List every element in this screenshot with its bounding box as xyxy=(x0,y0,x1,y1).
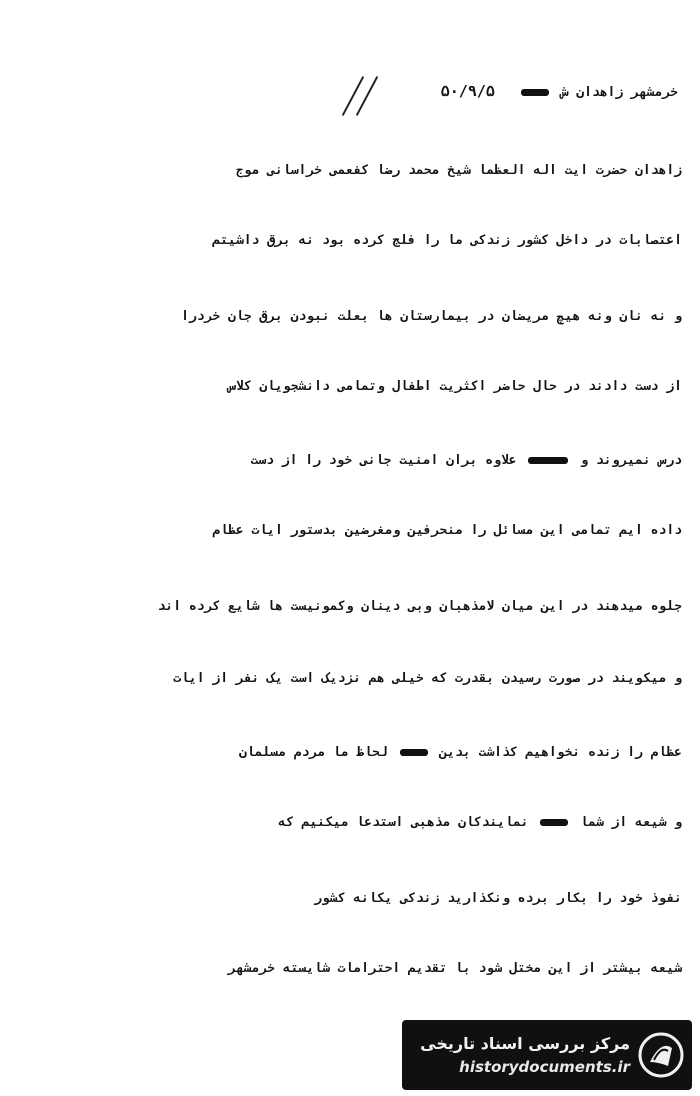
body-line-4: از دست دادند در حال حاضر اکثریت اطفال وتمامی دانشجویان کلاس xyxy=(228,379,682,394)
body-line-12: شیعه بیشتر از این مختل شود با تقدیم احترامات شایسته خرمشهر xyxy=(228,961,682,976)
body-line-6: داده ایم تمامی این مسائل را منحرفین ومغرضین بدستور ایات عظام xyxy=(212,523,682,538)
redaction-mark xyxy=(400,749,428,756)
body-line-5-start: درس نمیروند و xyxy=(580,453,682,468)
archive-watermark xyxy=(402,1020,692,1090)
body-line-7: جلوه میدهند در این میان لامذهبان وبی دینان وکمونیست ها شایع کرده اند xyxy=(157,599,682,614)
body-line-8: و میکویند در صورت رسیدن بقدرت که خیلی هم نزدیک است یک نفر از ایات xyxy=(173,671,682,686)
body-line-10-start: و شیعه از شما xyxy=(580,815,682,830)
body-line-3: و نه نان ونه هیچ مریضان در بیمارستان ها بعلت نبودن برق جان خردرا xyxy=(181,309,682,324)
redaction-mark xyxy=(528,457,568,464)
watermark-texts xyxy=(420,1032,632,1078)
body-line-9 xyxy=(18,744,682,762)
body-line-5 xyxy=(18,452,682,470)
body-line-5-end: علاوه بران امنیت جانی خود را از دست xyxy=(250,453,517,468)
body-line-1: زاهدان حضرت ایت اله العظما شیخ محمد رضا کفعمی خراسانی موج xyxy=(235,163,682,178)
body-line-9-start: عظام را زنده نخواهیم کذاشت بدین xyxy=(439,745,682,760)
body-line-2: اعتصابات در داخل کشور زندکی ما را فلج کرده بود نه برق داشیتم xyxy=(212,233,682,248)
body-line-10-end: نمایندکان مذهبی استدعا میکنیم که xyxy=(278,815,529,830)
header-line xyxy=(18,82,678,102)
body-line-9-end: لحاظ ما مردم مسلمان xyxy=(238,745,388,760)
archive-website: historydocuments.ir xyxy=(459,1058,630,1076)
archive-name: مرکز بررسی اسناد تاریخی xyxy=(420,1034,630,1053)
body-line-11: نفوذ خود را بکار برده ونکذارید زندکی یکانه کشور xyxy=(314,891,682,906)
archive-logo-icon xyxy=(638,1032,684,1078)
body-line-10 xyxy=(18,814,682,832)
redaction-mark xyxy=(521,89,549,96)
header-date: ۵۰/۹/۵ xyxy=(440,82,495,100)
header-place: خرمشهر زاهدان ش xyxy=(560,85,678,100)
redaction-mark xyxy=(540,819,568,826)
